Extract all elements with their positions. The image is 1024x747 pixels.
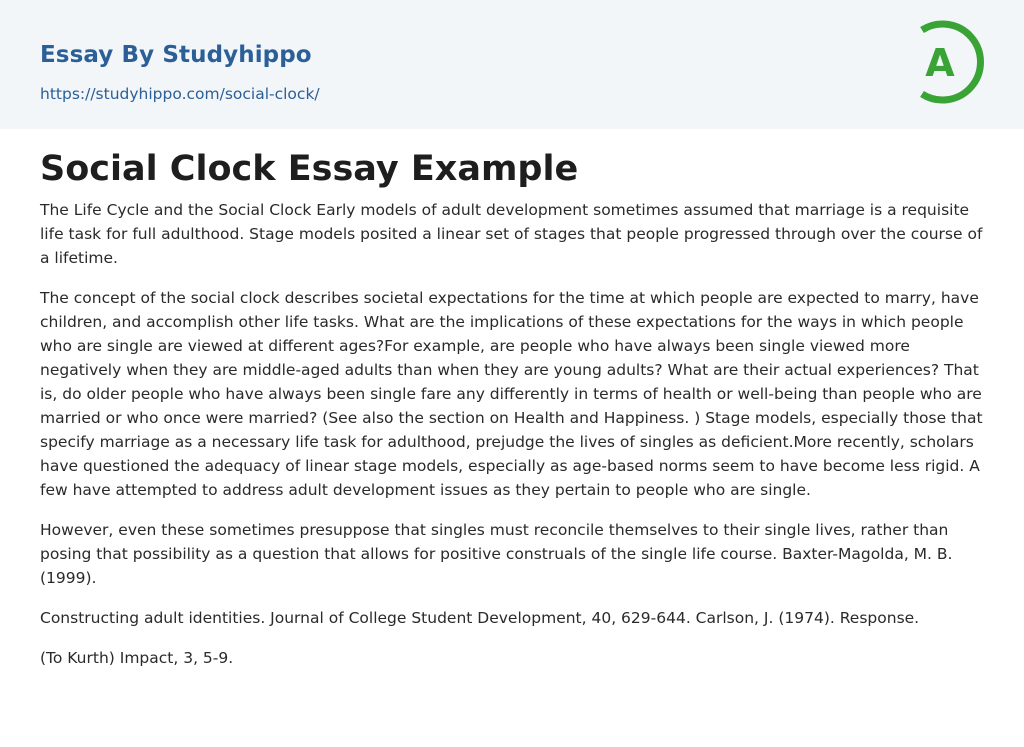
article-paragraph: The Life Cycle and the Social Clock Early models of adult development sometimes assumed that marriage is a requisite life task for full adulthood. Stage models posited a linear set of stages that people progressed through over the course of a lifetime. [40,201,983,267]
article-paragraph: However, even these sometimes presuppose that singles must reconcile themselves to their single lives, rather than posing that possibility as a question that allows for positive construals of the single life course. Baxter-Magolda, M. B. (1999). [40,521,953,587]
article-paragraph: (To Kurth) Impact, 3, 5-9. [40,649,234,667]
logo-letter: A [925,41,955,85]
site-brand[interactable]: Essay By Studyhippo [40,42,312,68]
studyhippo-logo-icon[interactable] [910,18,988,106]
site-header [0,0,1024,129]
article-paragraph: The concept of the social clock describes societal expectations for the time at which people are expected to marry, have children, and accomplish other life tasks. What are the implications of these expectations for the ways in which people who are single are viewed at different ages?For example, are people who have always been single viewed more negatively when they are middle-aged adults than when they are young adults? What are their actual experiences? That is, do older people who have always been single fare any differently in terms of health or well-being than people who are married or who once were married? (See also the section on Health and Happiness. ) Stage models, especially those that specify marriage as a necessary life task for adulthood, prejudge the lives of singles as deficient.More recently, scholars have questioned the adequacy of linear stage models, especially as age-based norms seem to have become less rigid. A few have attempted to address adult development issues as they pertain to people who are single. [40,289,983,499]
page-url-link[interactable]: https://studyhippo.com/social-clock/ [40,85,320,103]
page-title: Social Clock Essay Example [40,149,579,189]
article-paragraph: Constructing adult identities. Journal of College Student Development, 40, 629-644. Carlson, J. (1974). Response. [40,609,920,627]
article [0,129,1024,670]
